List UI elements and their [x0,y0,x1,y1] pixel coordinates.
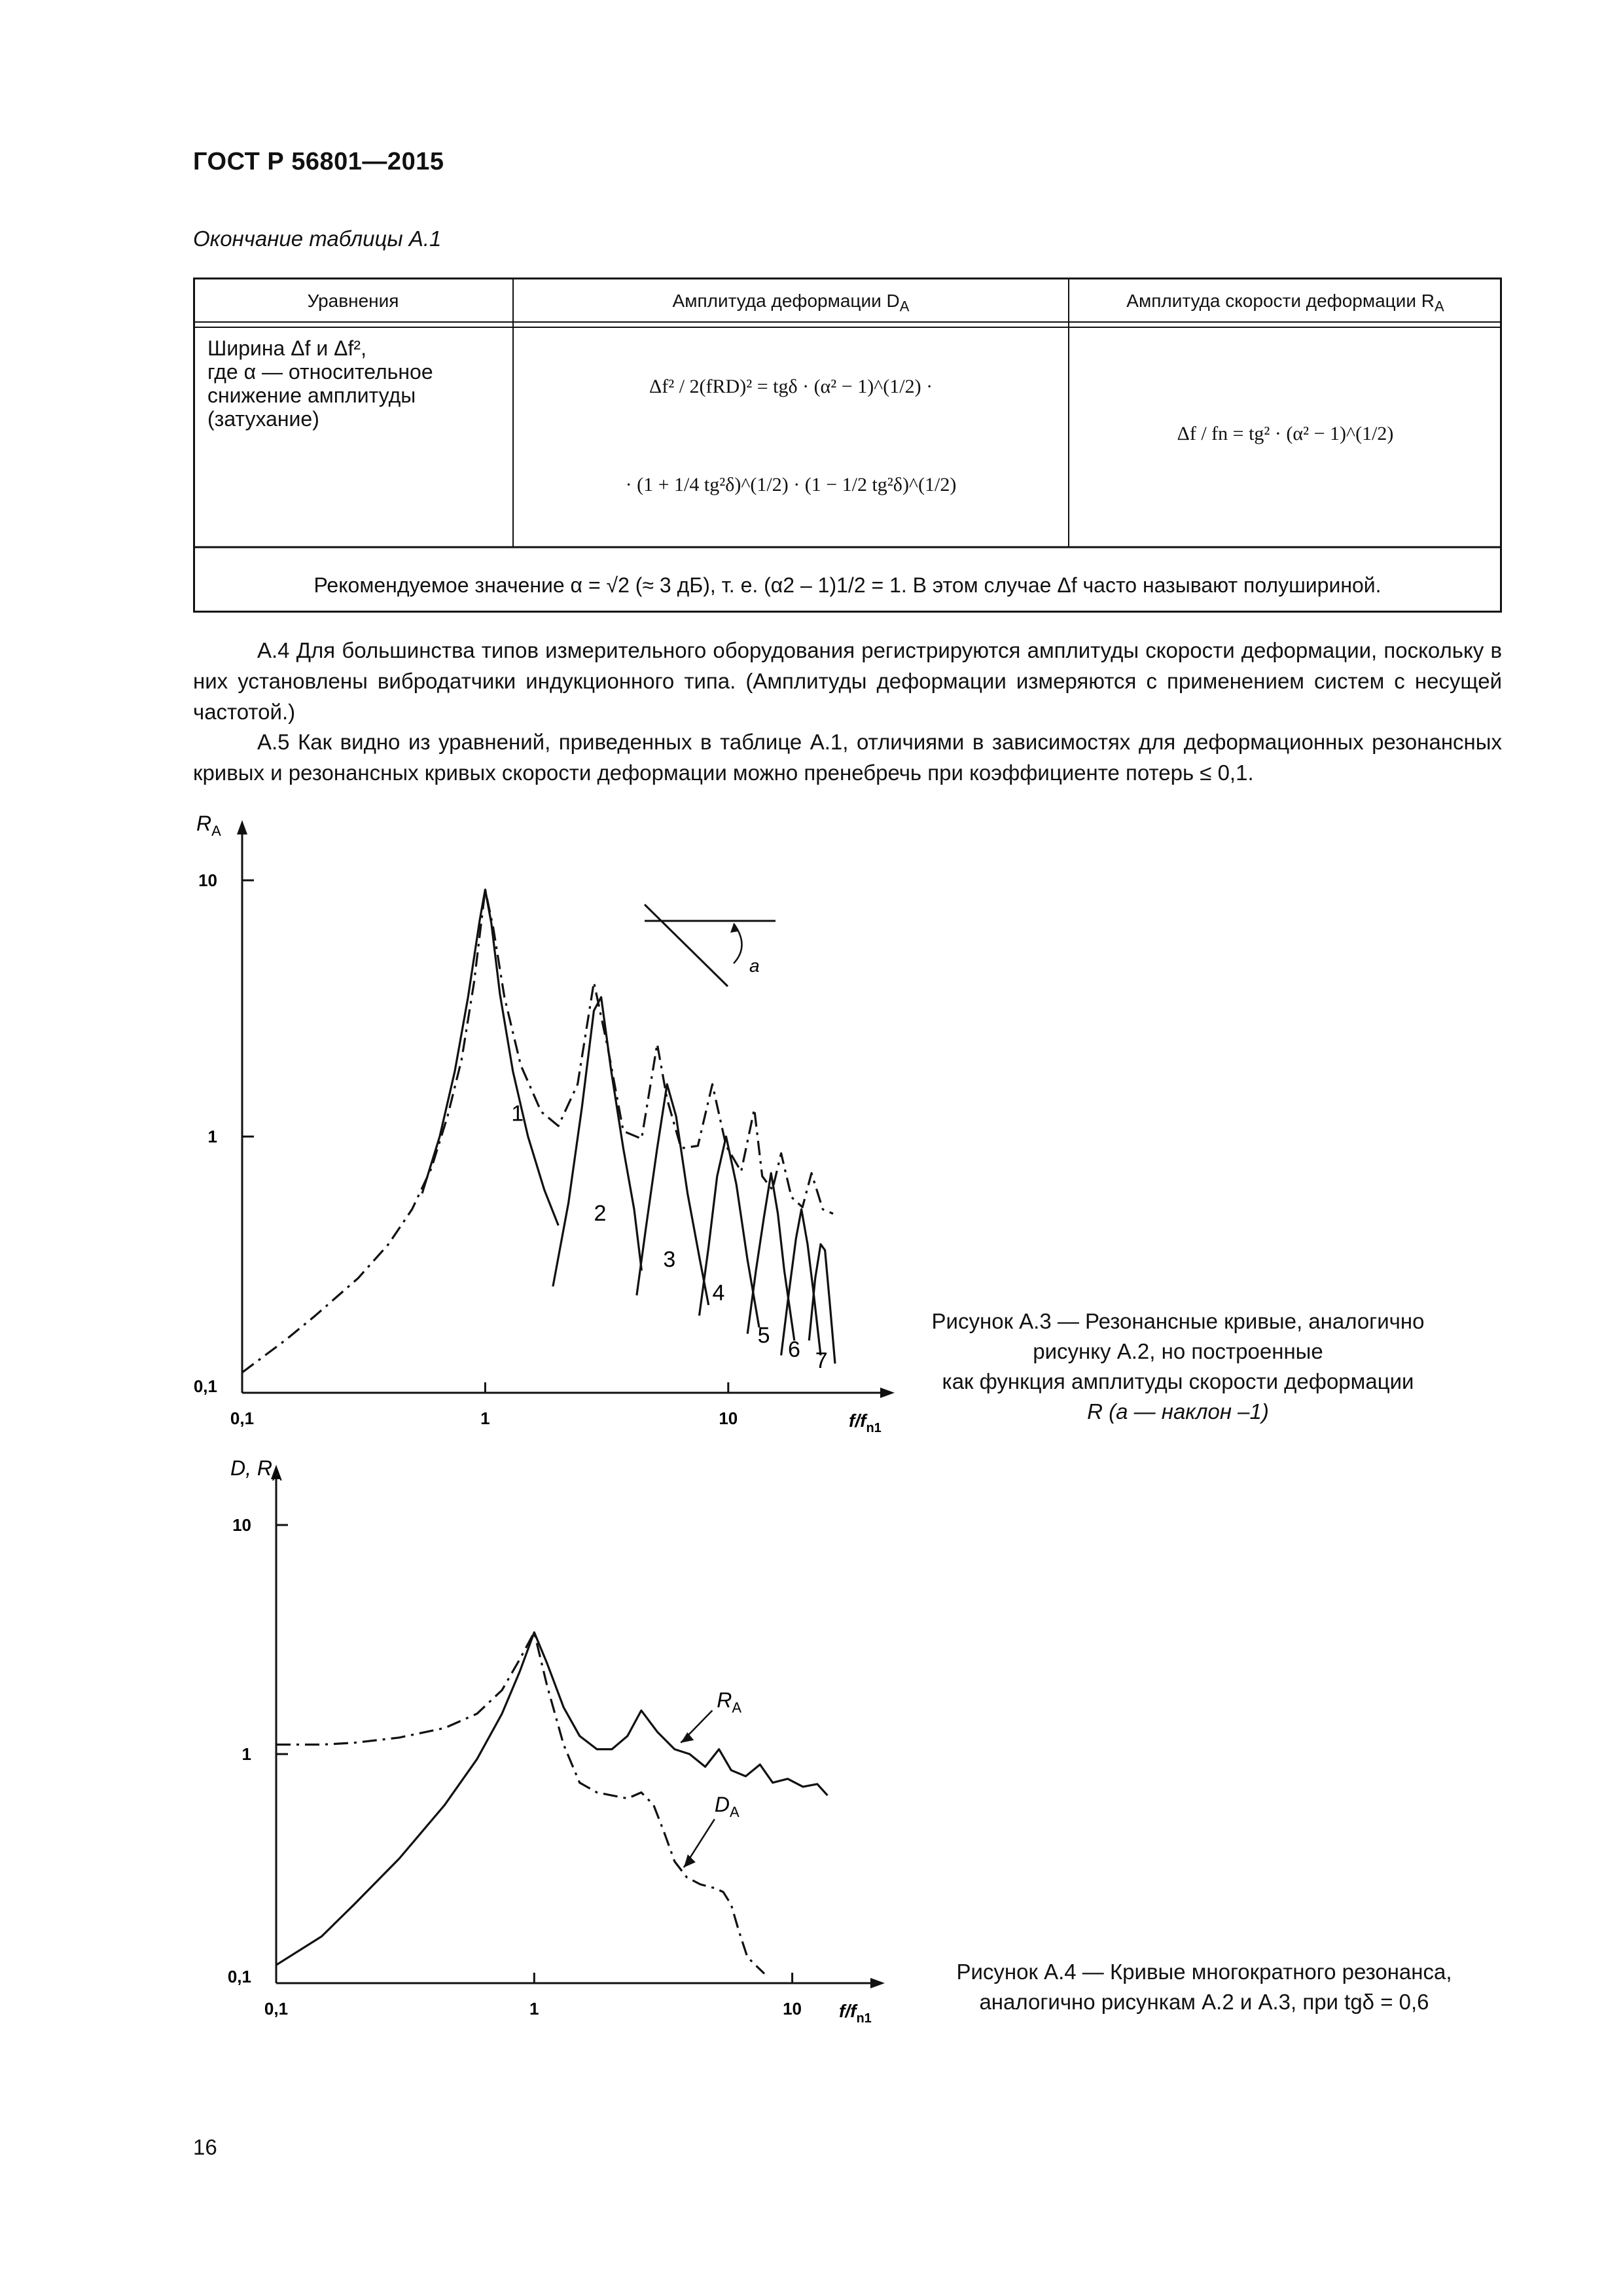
page-number: 16 [193,2135,217,2159]
series-label: 2 [594,1200,607,1226]
header-strain-rate-amplitude: Амплитуда скорости деформации $R_A$ [1126,291,1444,315]
series-label: 1 [511,1101,524,1126]
x-tick-label: 1 [480,1408,490,1428]
x-tick-label: 0,1 [264,1999,289,2018]
figure-a4 [177,1460,903,2052]
document-header: ГОСТ Р 56801—2015 [193,148,444,175]
slope-label: a [749,956,760,976]
series-label: 4 [712,1280,725,1306]
series-line-envelope [242,889,833,1372]
series-line-d-a [276,1632,764,1974]
y-axis-label: D, $R_A$ [230,1460,282,1484]
x-axis-label: $f/f_{n1}$ [839,2001,872,2026]
y-tick-label: 10 [232,1515,251,1535]
series-line-7 [809,1244,835,1363]
x-axis-arrow [880,1388,895,1398]
paragraph-a4: А.4 Для большинства типов измерительного оборудования регистрируются амплитуды скорости деформации, поскольку в них установлены вибродатчики индукционного типа. (Амплитуды деформации измеряются с применением систем с несущей частотой.) [193,638,1502,724]
figure-a3-chart [177,815,903,1446]
formula-da-line2: · (1 + 1/4 tg²δ)^(1/2) · (1 − 1/2 tg²δ)^(1/2) [625,474,957,495]
series-line-5 [747,1173,794,1340]
table-footer-note: Рекомендуемое значение α = √2 (≈ 3 дБ), т. е. (α2 – 1)1/2 = 1. В этом случае Δf часто называют полушириной. [313,573,1382,597]
table-grid [193,278,1502,613]
paragraph-a5: А.5 Как видно из уравнений, приведенных в таблице А.1, отличиями в зависимостях для деформационных резонансных кривых и резонансных кривых скорости деформации можно пренебречь при коэффициенте потерь ≤ 0,1. [193,730,1502,785]
series-line-r-a [276,1632,828,1965]
x-axis-label: $f/f_{n1}$ [849,1410,882,1435]
figure-a3 [177,815,903,1450]
series-line-1 [422,889,558,1225]
y-tick-label: 0,1 [227,1967,251,1986]
series-label: 3 [663,1247,676,1272]
figure-a4-caption: Рисунок А.4 — Кривые многократного резонанса, аналогично рисункам А.2 и А.3, при tgδ = 0,6 [956,1960,1452,2014]
formula-da-line1: Δf² / 2(fRD)² = tgδ · (α² − 1)^(1/2) · [649,376,933,397]
figure-a3-caption: Рисунок А.3 — Резонансные кривые, аналогично рисунку А.2, но построенные как функция амплитуды скорости деформации R (а — наклон –1) [931,1309,1425,1424]
x-tick-label: 10 [783,1999,802,2018]
label-arrowhead-ra [681,1732,694,1743]
y-tick-label: 0,1 [193,1376,217,1396]
y-tick-label: 10 [198,870,217,890]
label-arrowhead-da [684,1854,696,1867]
x-axis-arrow [870,1978,885,1988]
x-tick-label: 0,1 [230,1408,255,1428]
slope-indicator [645,905,776,986]
figure-a4-chart [177,1460,903,2049]
series-label-ra: $R_A$ [717,1688,742,1716]
y-tick-label: 1 [241,1744,251,1764]
y-axis-arrow [237,820,247,834]
series-label-da: $D_A$ [714,1793,740,1821]
y-axis-label: $R_A$ [196,815,221,839]
formula-ra: Δf / fn = tg² · (α² − 1)^(1/2) [1177,423,1394,444]
x-tick-label: 10 [719,1408,738,1428]
header-equations: Уравнения [307,291,399,311]
table-a1-end [193,278,1502,613]
header-strain-amplitude: Амплитуда деформации $D_A$ [672,291,910,315]
series-label: 6 [787,1337,800,1363]
x-tick-label: 1 [529,1999,539,2018]
table-caption: Окончание таблицы А.1 [193,226,442,251]
series-label: 5 [757,1323,770,1348]
y-tick-label: 1 [207,1126,217,1147]
series-line-2 [553,997,642,1287]
series-label: 7 [815,1348,828,1374]
row-label: Ширина Δf и Δf², где α — относительное снижение амплитуды (затухание) [207,336,433,431]
